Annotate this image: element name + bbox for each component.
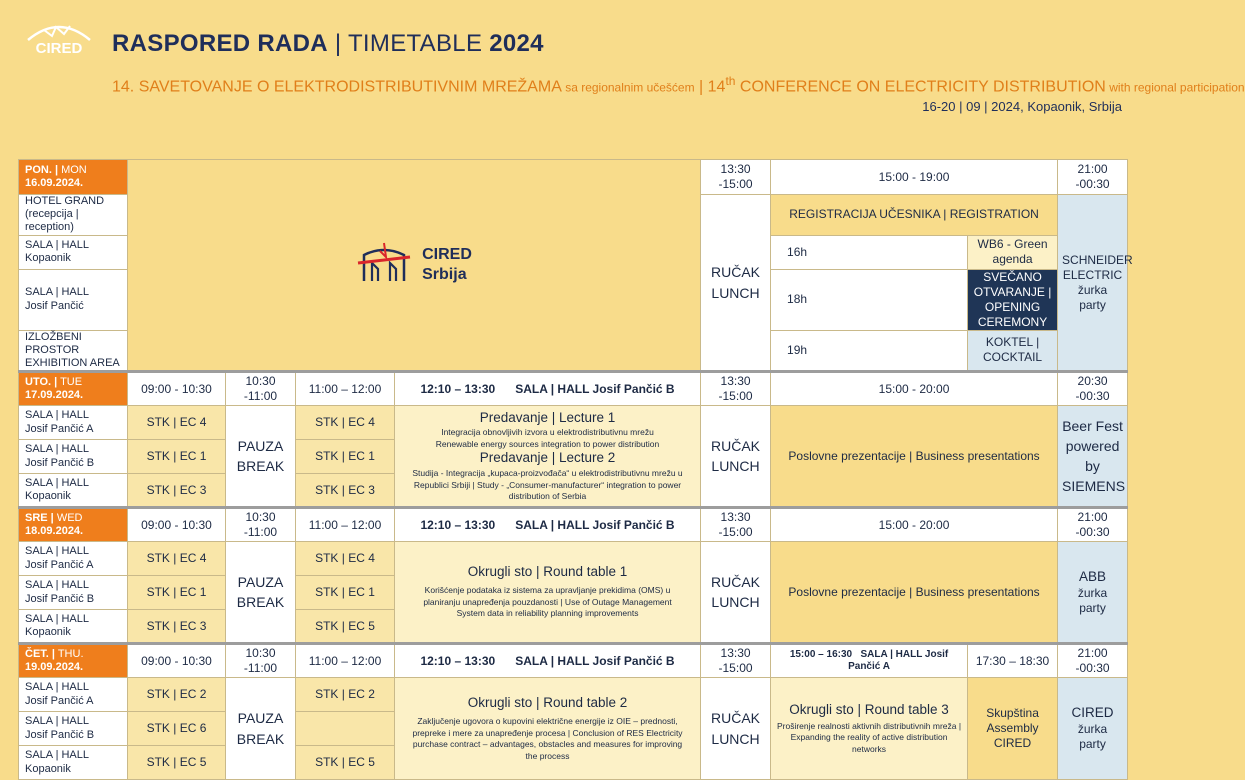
- day-wednesday: SRE | WED 18.09.2024.: [19, 508, 128, 542]
- cired-srbija-icon: [356, 237, 412, 293]
- day-monday: PON. | MON 16.09.2024.: [19, 160, 128, 195]
- room-label: SALA | HALL Kopaonik: [19, 746, 128, 780]
- session-cell: STK | EC 3: [128, 610, 226, 644]
- session-cell: STK | EC 3: [296, 474, 395, 508]
- session-cell: STK | EC 3: [128, 474, 226, 508]
- day-tuesday: UTO. | TUE 17.09.2024.: [19, 372, 128, 406]
- page-header: [0, 0, 1245, 158]
- time-slot: 13:30 -15:00: [701, 372, 771, 406]
- wednesday-business-presentations: Poslovne prezentacije | Business presentations: [771, 542, 1058, 644]
- time-slot: 11:00 – 12:00: [296, 508, 395, 542]
- time-slot: 17:30 – 18:30: [968, 644, 1058, 678]
- time-slot: 15:00 - 20:00: [771, 508, 1058, 542]
- room-label: SALA | HALL Josif Pančić B: [19, 440, 128, 474]
- thursday-party: CIRED žurka party: [1058, 678, 1128, 780]
- time-slot: 21:00 -00:30: [1058, 508, 1128, 542]
- room-label: HOTEL GRAND (recepcija | reception): [19, 195, 128, 236]
- tuesday-business-presentations: Poslovne prezentacije | Business presentations: [771, 406, 1058, 508]
- time-slot: 20:30 -00:30: [1058, 372, 1128, 406]
- thursday-lunch: RUČAK LUNCH: [701, 678, 771, 780]
- time-slot: 15:00 - 20:00: [771, 372, 1058, 406]
- monday-opening-ceremony: SVEČANO OTVARANJE | OPENING CEREMONY: [968, 269, 1058, 330]
- time-slot: 21:00 -00:30: [1058, 644, 1128, 678]
- session-cell: STK | EC 1: [128, 440, 226, 474]
- session-cell: STK | EC 4: [128, 406, 226, 440]
- time-slot: 09:00 - 10:30: [128, 508, 226, 542]
- room-label: SALA | HALL Kopaonik: [19, 474, 128, 508]
- day-thursday: ČET. | THU. 19.09.2024.: [19, 644, 128, 678]
- monday-time-lunch: 13:30 -15:00: [701, 160, 771, 195]
- room-label: SALA | HALL Josif Pančić B: [19, 712, 128, 746]
- time-slot: 09:00 - 10:30: [128, 372, 226, 406]
- time-slot-hall: 12:10 – 13:30 SALA | HALL Josif Pančić B: [395, 372, 701, 406]
- tuesday-break: PAUZA BREAK: [226, 406, 296, 508]
- session-cell: STK | EC 4: [128, 542, 226, 576]
- room-label: IZLOŽBENI PROSTOR EXHIBITION AREA: [19, 330, 128, 372]
- page-subtitle: 14. SAVETOVANJE O ELEKTRODISTRIBUTIVNIM MREŽAMA sa regionalnim učešćem | 14th CONFERENCE ON ELECTRICITY DISTRIBUTION with regional participation: [112, 74, 1245, 96]
- thursday-break: PAUZA BREAK: [226, 678, 296, 780]
- monday-time-afternoon: 15:00 - 19:00: [771, 160, 1058, 195]
- wednesday-break: PAUZA BREAK: [226, 542, 296, 644]
- session-cell: STK | EC 5: [128, 746, 226, 780]
- monday-party: SCHNEIDER ELECTRIC žurka party: [1058, 195, 1128, 372]
- room-label: SALA | HALL Josif Pančić A: [19, 678, 128, 712]
- time-slot: 09:00 - 10:30: [128, 644, 226, 678]
- session-cell: STK | EC 5: [296, 610, 395, 644]
- monday-time-19h: 19h: [771, 330, 968, 372]
- monday-time-16h: 16h: [771, 235, 968, 269]
- session-cell: STK | EC 6: [128, 712, 226, 746]
- cired-logo-line1: CIRED: [422, 246, 472, 264]
- time-slot: 13:30 -15:00: [701, 508, 771, 542]
- monday-time-18h: 18h: [771, 269, 968, 330]
- monday-registration: REGISTRACIJA UČESNIKA | REGISTRATION: [771, 195, 1058, 236]
- time-slot-hall: 15:00 – 16:30 SALA | HALL Josif Pančić A: [771, 644, 968, 678]
- session-cell-empty: [296, 712, 395, 746]
- session-cell: STK | EC 2: [296, 678, 395, 712]
- monday-wb6-session: WB6 - Green agenda: [968, 235, 1058, 269]
- session-cell: STK | EC 1: [296, 576, 395, 610]
- session-cell: STK | EC 4: [296, 542, 395, 576]
- time-slot: 13:30 -15:00: [701, 644, 771, 678]
- timetable: [18, 159, 1133, 780]
- wednesday-lunch: RUČAK LUNCH: [701, 542, 771, 644]
- monday-lunch: RUČAK LUNCH: [701, 195, 771, 372]
- tuesday-party: Beer Fest powered by SIEMENS: [1058, 406, 1128, 508]
- session-cell: STK | EC 1: [296, 440, 395, 474]
- cired-logo: [22, 18, 96, 58]
- room-label: SALA | HALL Josif Pančić B: [19, 576, 128, 610]
- time-slot: 11:00 – 12:00: [296, 372, 395, 406]
- thursday-round-table-2: Okrugli sto | Round table 2 Zaključenje ugovora o kupovini električne energije iz OIE – prednosti, prepreke i mere za unapređenje procesa | Conclusion of RES Electricity purchase contract – advantages, obstacles and measures for improving the process: [395, 678, 701, 780]
- wednesday-party: ABB žurka party: [1058, 542, 1128, 644]
- page-title: RASPORED RADA | TIMETABLE 2024: [112, 30, 544, 57]
- time-slot: 10:30 -11:00: [226, 644, 296, 678]
- room-label: SALA | HALL Kopaonik: [19, 610, 128, 644]
- thursday-round-table-3: Okrugli sto | Round table 3 Proširenje realnosti aktivnih distributivnih mreža | Expanding the reality of active distribution networks: [771, 678, 968, 780]
- room-label: SALA | HALL Josif Pančić: [19, 269, 128, 330]
- time-slot-hall: 12:10 – 13:30 SALA | HALL Josif Pančić B: [395, 644, 701, 678]
- room-label: SALA | HALL Josif Pančić A: [19, 542, 128, 576]
- time-slot: 10:30 -11:00: [226, 508, 296, 542]
- time-slot: 11:00 – 12:00: [296, 644, 395, 678]
- wednesday-round-table: Okrugli sto | Round table 1 Korišćenje podataka iz sistema za upravljanje prekidima (OMS) u planiranju unapređenja pouzdanosti | Use of Outage Management System data in reliability planning improvements: [395, 542, 701, 644]
- time-slot: 10:30 -11:00: [226, 372, 296, 406]
- tuesday-lunch: RUČAK LUNCH: [701, 406, 771, 508]
- session-cell: STK | EC 5: [296, 746, 395, 780]
- event-dates: 16-20 | 09 | 2024, Kopaonik, Srbija: [922, 99, 1122, 114]
- session-cell: STK | EC 1: [128, 576, 226, 610]
- room-label: SALA | HALL Josif Pančić A: [19, 406, 128, 440]
- session-cell: STK | EC 4: [296, 406, 395, 440]
- monday-time-party: 21:00 -00:30: [1058, 160, 1128, 195]
- session-cell: STK | EC 2: [128, 678, 226, 712]
- monday-cocktail: KOKTEL | COCKTAIL: [968, 330, 1058, 372]
- logo-text: CIRED: [35, 40, 83, 57]
- room-label: SALA | HALL Kopaonik: [19, 235, 128, 269]
- cired-srbija-logo: [128, 160, 701, 372]
- tuesday-lectures: Predavanje | Lecture 1 Integracija obnovljivih izvora u elektrodistributivnu mrežu Renewable energy sources integration to power distribution Predavanje | Lecture 2 Studija - Integracija „kupaca-proizvođača“ u elektrodistributivnu mrežu u Republici Srbiji | Study - „Consumer-manufacturer“ integration to power distribution of Serbia: [395, 406, 701, 508]
- time-slot-hall: 12:10 – 13:30 SALA | HALL Josif Pančić B: [395, 508, 701, 542]
- cired-logo-line2: Srbija: [422, 266, 467, 284]
- thursday-assembly: Skupština Assembly CIRED: [968, 678, 1058, 780]
